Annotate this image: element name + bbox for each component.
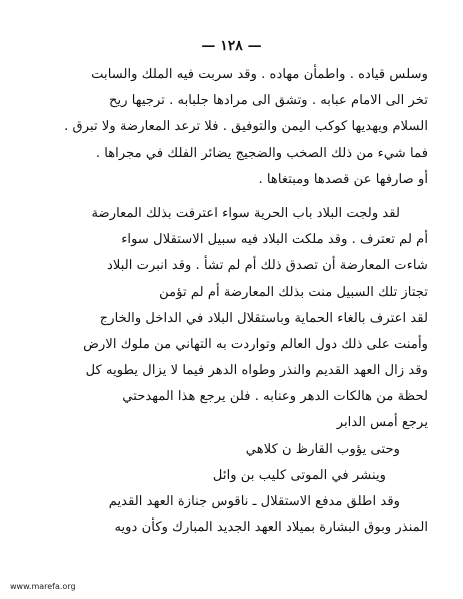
text-line: لقد اعترف بالغاء الحماية وباستقلال البلاد في الداخل والخارج <box>99 310 428 326</box>
text-line: أم لم تعترف . وقد ملكت البلاد فيه سبيل الاستقلال سواء <box>121 232 428 248</box>
body-text <box>58 62 428 541</box>
page-number: — ١٢٨ — <box>201 38 262 54</box>
text-line: أو صارفها عن قصدها ومبتغاها . <box>258 171 428 187</box>
text-line: تخر الى الامام عبابه . وتشق الى مرادها جلبابه . ترجيها ريح <box>109 93 428 109</box>
verse-line: وينشر في الموتى كليب بن وائل <box>212 467 386 483</box>
text-line: وقد زال العهد القديم والنذر وطواه الدهر فيما لا يزال يطويه كل <box>85 363 428 379</box>
text-line: السلام ويهديها كوكب اليمن والتوفيق . فلا ترعد المعارضة ولا تبرق . <box>64 119 428 135</box>
footer-url: www.marefa.org <box>10 582 76 591</box>
verse-line: وحتى يؤوب القارظ ن كلاهي <box>245 441 400 457</box>
text-line: المنذر وبوق البشارة بميلاد العهد الجديد المبارك وكأن دويه <box>114 520 428 536</box>
text-line: وأمنت على ذلك دول العالم وتواردت به التهاني من ملوك الارض <box>83 336 428 352</box>
text-line: وسلس قياده . واطمأن مهاده . وقد سربت فيه الملك والسابت <box>91 67 428 82</box>
text-line: تجتاز تلك السبيل منت بذلك المعارضة أم لم تؤمن <box>159 284 428 300</box>
text-line: شاءت المعارضة أن تصدق ذلك أم لم تشأ . وقد انبرت البلاد <box>106 258 428 274</box>
text-line: لقد ولجت البلاد باب الحرية سواء اعترفت بذلك المعارضة <box>91 205 400 221</box>
text-line: لحظة من هالكات الدهر وعنابه . فلن يرجع هذا المهدحتي <box>122 389 428 405</box>
text-line: وقد اطلق مدفع الاستقلال ـ ناقوس جنازة العهد القديم <box>108 494 400 509</box>
text-line: فما شيء من ذلك الصخب والضجيج يضائر الفلك في مجراها . <box>95 145 428 161</box>
text-line: يرجع أمس الدابر <box>336 415 428 431</box>
